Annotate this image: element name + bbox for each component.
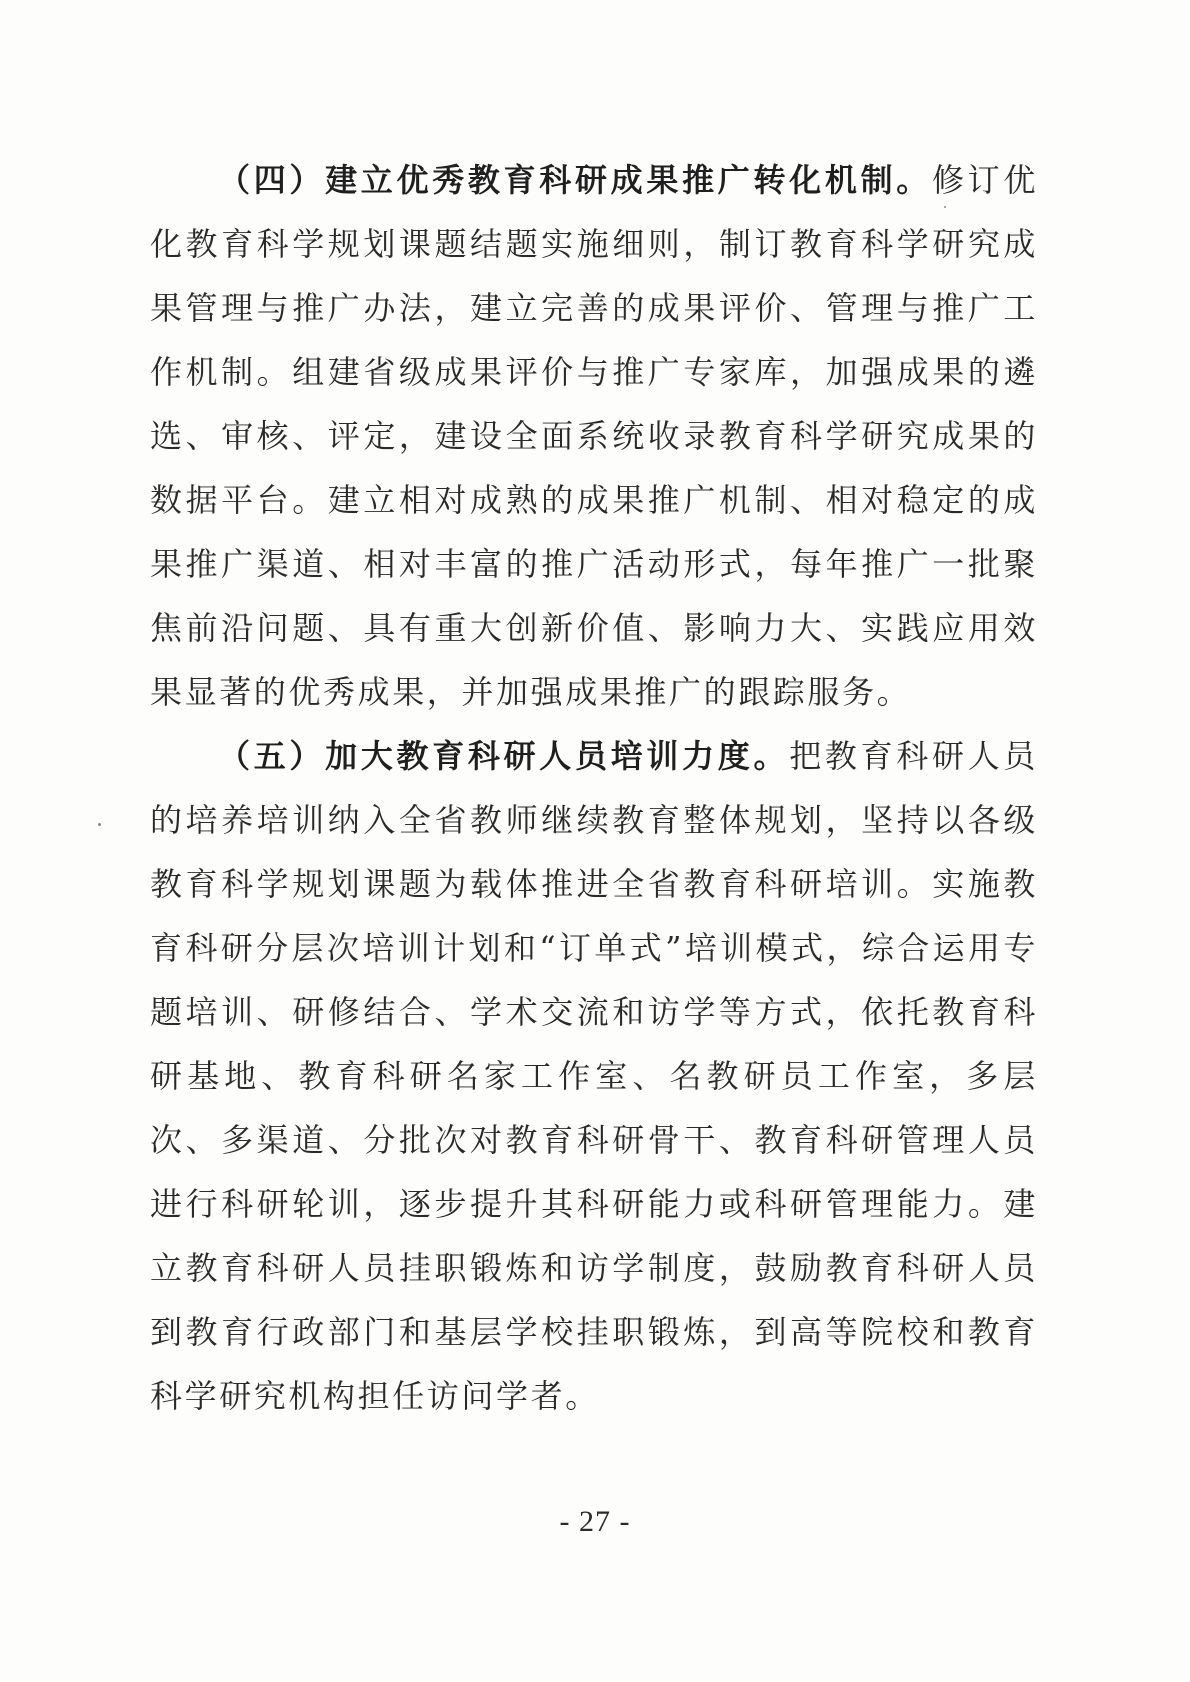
paragraph-section-5 [150,724,1038,1428]
section-4-heading: （四）建立优秀教育科研成果推广转化机制。 [218,161,932,199]
page-body [150,148,1038,1428]
section-4-body: 修订优化教育科学规划课题结题实施细则，制订教育科学研究成果管理与推广办法，建立完善的成果评价、管理与推广工作机制。组建省级成果评价与推广专家库，加强成果的遴选、审核、评定，建设全面系统收录教育科学研究成果的数据平台。建立相对成熟的成果推广机制、相对稳定的成果推广渠道、相对丰富的推广活动形式，每年推广一批聚焦前沿问题、具有重大创新价值、影响力大、实践应用效果显著的优秀成果，并加强成果推广的跟踪服务。 [150,161,1038,711]
section-5-heading: （五）加大教育科研人员培训力度。 [218,737,790,775]
paragraph-section-4 [150,148,1038,724]
scan-speck [944,206,946,208]
section-5-body: 把教育科研人员的培养培训纳入全省教师继续教育整体规划，坚持以各级教育科学规划课题为载体推进全省教育科研培训。实施教育科研分层次培训计划和“订单式”培训模式，综合运用专题培训、研修结合、学术交流和访学等方式，依托教育科研基地、教育科研名家工作室、名教研员工作室，多层次、多渠道、分批次对教育科研骨干、教育科研管理人员进行科研轮训，逐步提升其科研能力或科研管理能力。建立教育科研人员挂职锻炼和访学制度，鼓励教育科研人员到教育行政部门和基层学校挂职锻炼，到高等院校和教育科学研究机构担任访问学者。 [150,737,1039,1415]
scan-speck [98,823,101,826]
page-number: - 27 - [559,1505,631,1538]
